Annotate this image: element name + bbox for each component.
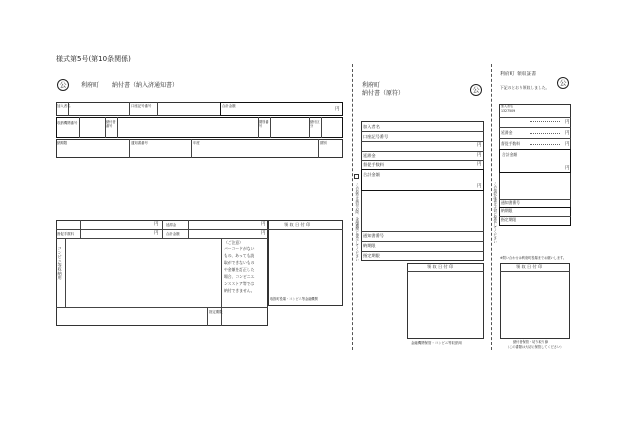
left-notice-line-5: 場合、コンビニエ [224,274,255,279]
left-title-town: 利府町 [81,82,100,89]
right-footer-1: 納付者保管・切り取り線 [513,340,549,344]
town-seal-icon: 公 [57,79,69,91]
left-receipt-stamp-label: 領 収 日 付 印 [284,222,311,227]
right-fee-label: 督促手数料 [501,141,520,146]
left-title-doc: 納付書（納入済通知書） [112,82,179,89]
left-sum-yen: 円 [261,231,266,236]
middle-total-label: 合計金額 [363,172,380,177]
right-town: 利府町 [500,72,515,77]
left-notice-line-3: 取ができないもの [224,260,255,265]
middle-late-fee-yen: 円 [477,153,482,158]
left-bank-no-label: 収納機関番号 [57,121,78,125]
middle-late-fee-label: 延滞金 [363,153,376,158]
left-late-fee-yen: 円 [261,222,266,227]
right-doc: 領収証書 [517,72,537,77]
left-total-label: 合計金額 [222,104,236,108]
right-designated-label: 指定期限 [501,217,517,222]
right-receipt-stamp-box [500,263,570,339]
middle-table [361,121,484,261]
right-seal-icon: 公 [557,77,569,89]
left-late-fee-label: 延滞金 [166,223,177,227]
middle-designated-label: 指定期限 [363,253,380,258]
left-notice-no-label: 通知書番号 [131,141,148,145]
left-fee-label: 督促手数料 [57,232,74,236]
form-number: 様式第5号(第10条関係) [56,55,131,63]
left-period-no-label: 期別番号 [259,120,269,128]
left-notice-line-6: ンスストア等では [224,281,255,286]
left-receipt-stamp-box [268,220,343,306]
middle-fee-yen: 円 [477,162,482,167]
left-total-yen: 円 [335,107,340,112]
left-notice-line-1: バーコードがない [224,246,255,251]
right-receipt-stamp-label: 領 収 日 付 印 [516,264,543,269]
left-sum-label: 合計金額 [166,232,180,236]
left-period-label: 期別 [320,141,327,145]
cut-line-1 [352,64,353,350]
middle-payer-name-label: 加入者名 [363,124,380,129]
middle-town: 利府町 [362,82,381,89]
middle-due-label: 納期限 [363,243,376,248]
left-category-label: 納付区分 [310,120,320,128]
right-notice-no-label: 通知書番号 [501,200,520,205]
left-office-no-label: 納付者番号 [106,120,116,128]
left-fee-yen: 円 [154,231,159,236]
left-footer-bank: 取扱町役場・コンビニ等金融機関 [270,297,318,301]
middle-total-yen: 円 [477,184,482,189]
right-footer-2: （この書類は大切に保管してください） [506,345,564,349]
left-account-no-label: 口座記号番号 [131,104,152,108]
left-principal-yen: 円 [154,222,159,227]
right-total-label: 合計金額 [502,152,518,157]
middle-receipt-stamp-box [407,263,484,339]
left-payer-name-label: 加入者名 [57,104,71,108]
left-due-label: 納期限 [57,141,68,145]
middle-receipt-stamp-label: 領 収 日 付 印 [427,264,454,269]
left-notice-line-4: や金額を訂正した [224,267,255,272]
left-convenience-label: コンビニ等収納用 [57,246,63,280]
middle-notice-no-label: 通知書番号 [363,233,384,238]
right-note: ※問い合わせは利府町役場までお願いします。 [500,256,567,260]
left-year-label: 年度 [193,141,200,145]
middle-doc: 納付書（原符） [362,90,405,97]
right-total-yen: 円 [565,166,570,171]
right-late-fee-label: 延滞金 [501,130,513,135]
left-notice-line-7: 納付できません。 [224,288,255,293]
middle-fee-label: 督促手数料 [363,162,384,167]
middle-footer: 金融機関保管・コンビニ等収納用 [411,341,462,345]
right-account-yen: 円 [565,120,570,125]
right-side-text: この領収証書は大切に保管してください [492,182,497,244]
right-due-label: 納期限 [501,208,513,213]
left-total-box [220,102,343,116]
middle-checkbox [354,174,359,179]
middle-account-yen: 円 [477,143,482,148]
middle-seal-icon: 公 [470,84,482,96]
right-lead: 下記のとおり領収しました。 [500,85,550,90]
middle-side-text: この原符は納付の際、金融機関に提示してください [354,183,359,262]
right-fee-yen: 円 [565,142,570,147]
middle-account-label: 口座記号番号 [363,134,389,139]
right-late-fee-yen: 円 [565,131,570,136]
right-payer-name-label: 加入者名 [501,104,514,108]
right-account-value: 1327509 [501,109,516,113]
left-designated-label: 指定期限 [209,310,223,314]
left-notice-line-2: もの、あっても読 [224,253,255,258]
left-notice-title: （ご注意） [224,240,243,245]
left-row-codes [56,117,343,138]
